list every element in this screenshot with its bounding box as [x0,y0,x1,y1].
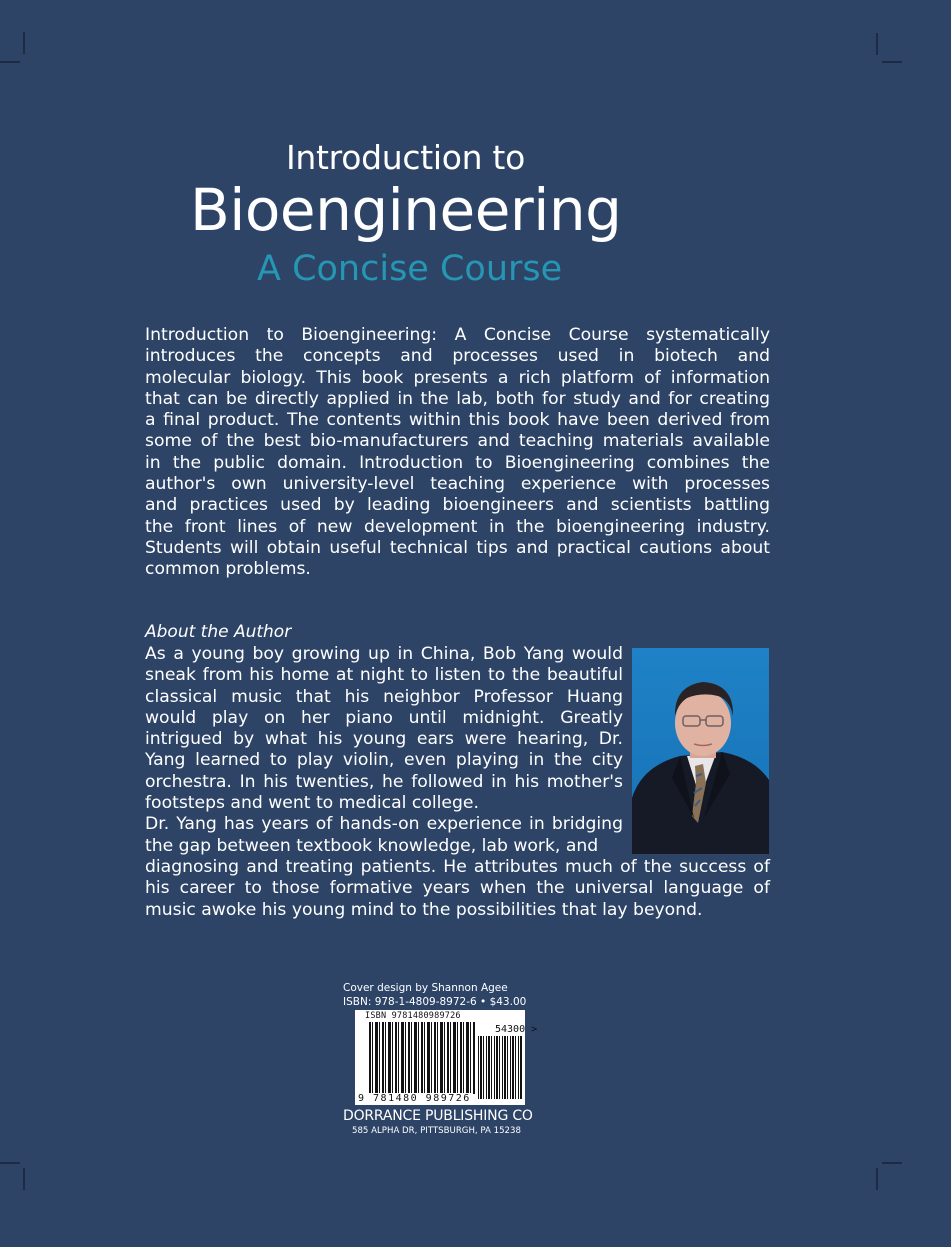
description-line: common problems. [145,559,311,580]
about-line: the gap between textbook knowledge, lab work, and [145,835,599,856]
crop-mark-top-left-h [0,61,20,63]
isbn-barcode [355,1010,538,1105]
title-line-intro: Introduction to [286,138,525,177]
book-description [145,325,770,581]
title-main: Bioengineering [190,176,622,244]
isbn-price: ISBN: 978-1-4809-8972-6 • $43.00 [343,996,527,1008]
description-line: in the public domain. Introduction to Bioengineering combines the [145,452,770,473]
about-line: would play on her piano until midnight. Greatly [145,707,623,728]
cover-design-credit: Cover design by Shannon Agee [343,982,508,994]
about-line: music awoke his young mind to the possibilities that lay beyond. [145,899,703,920]
description-line: introduces the concepts and processes used in biotech and [145,346,770,367]
barcode-price-code: 54300 > [495,1024,538,1035]
author-portrait-icon [632,648,769,854]
description-line: and practices used by leading bioengineers and scientists battling [145,495,770,516]
description-line: molecular biology. This book presents a rich platform of information [145,367,770,388]
description-line: that can be directly applied in the lab, both for study and for creating [145,388,770,409]
about-author-heading: About the Author [145,622,292,642]
crop-mark-bottom-left-v [23,1168,25,1190]
about-line: sneak from his home at night to listen to the beautiful [145,665,623,686]
crop-mark-bottom-right-h [882,1162,902,1164]
crop-mark-top-left-v [23,32,25,54]
about-line: diagnosing and treating patients. He attributes much of the success of [145,856,770,877]
description-line: the front lines of new development in the bioengineering industry. [145,516,770,537]
description-line: a final product. The contents within this book have been derived from [145,410,770,431]
about-line: classical music that his neighbor Professor Huang [145,686,623,707]
cover-credits [343,981,526,1009]
description-line: Students will obtain useful technical tips and practical cautions about [145,537,770,558]
description-line: Introduction to Bioengineering: A Concise Course systematically [145,325,770,345]
about-line: Dr. Yang has years of hands-on experience in bridging [145,814,623,835]
barcode-digits: 9 781480 989726 [358,1093,471,1104]
title-subtitle: A Concise Course [257,249,563,289]
about-line: As a young boy growing up in China, Bob Yang would [145,644,623,664]
crop-mark-top-right-h [882,61,902,63]
barcode-bars-icon [369,1022,475,1094]
author-photo [632,648,769,854]
crop-mark-top-right-v [876,33,878,55]
about-line: his career to those formative years when the universal language of [145,878,770,899]
crop-mark-bottom-left-h [0,1162,20,1164]
crop-mark-bottom-right-v [876,1168,878,1190]
about-line: footsteps and went to medical college. [145,793,479,814]
about-line: orchestra. In his twenties, he followed in his mother's [145,771,623,792]
publisher-address: 585 ALPHA DR, PITTSBURGH, PA 15238 [352,1126,521,1136]
about-line: Yang learned to play violin, even playing in the city [145,750,623,771]
barcode-addon-bars-icon [478,1036,523,1099]
barcode-isbn-label: ISBN 9781480989726 [365,1011,461,1021]
publisher-name: DORRANCE PUBLISHING CO [343,1108,533,1124]
about-line: intrigued by what his young ears were hearing, Dr. [145,729,623,750]
description-line: author's own university-level teaching experience with processes [145,474,770,495]
description-line: some of the best bio-manufacturers and teaching materials available [145,431,770,452]
